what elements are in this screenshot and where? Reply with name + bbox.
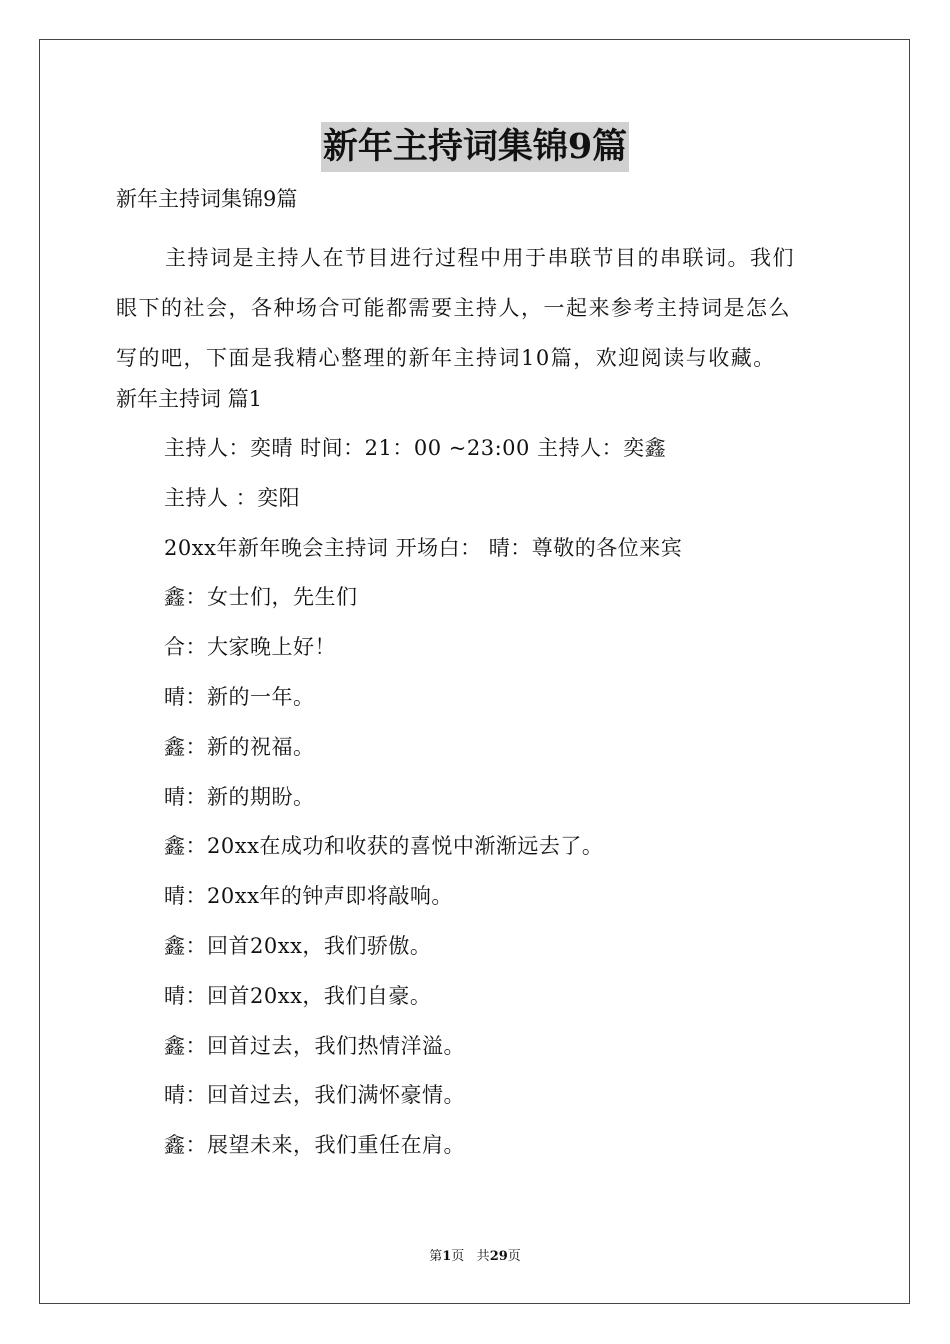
document-title: 新年主持词集锦9篇	[321, 122, 629, 172]
script-line: 晴：回首20xx，我们自豪。	[164, 983, 432, 1008]
script-line: 晴：回首过去，我们满怀豪情。	[164, 1083, 465, 1108]
script-line: 鑫：女士们，先生们	[164, 585, 358, 610]
section-heading: 新年主持词 篇1	[116, 387, 263, 411]
script-line: 主持人 ：奕阳	[164, 485, 301, 510]
script-line: 主持人：奕晴 时间：21：00 ~23:00 主持人：奕鑫	[164, 436, 667, 460]
script-lines	[164, 433, 682, 1180]
intro-line: 写的吧，下面是我精心整理的新年主持词10篇，欢迎阅读与收藏。	[116, 346, 776, 370]
page-prefix: 第	[429, 1249, 443, 1264]
document-subtitle: 新年主持词集锦9篇	[116, 187, 298, 211]
intro-line: 眼下的社会，各种场合可能都需要主持人，一起来参考主持词是怎么	[116, 296, 791, 320]
script-line: 鑫：20xx在成功和收获的喜悦中渐渐远去了。	[164, 834, 604, 859]
total-prefix: 共	[476, 1249, 490, 1264]
total-suffix: 页	[507, 1249, 521, 1264]
script-line: 20xx年新年晚会主持词 开场白： 晴：尊敬的各位来宾	[164, 535, 683, 560]
page-footer	[0, 1248, 950, 1266]
title-container	[0, 122, 950, 172]
total-pages: 29	[489, 1249, 508, 1264]
script-line: 鑫：回首过去，我们热情洋溢。	[164, 1033, 465, 1058]
script-line: 晴：20xx年的钟声即将敲响。	[164, 884, 453, 909]
intro-paragraph	[116, 233, 836, 383]
script-line: 鑫：展望未来，我们重任在肩。	[164, 1133, 465, 1158]
script-line: 鑫：回首20xx，我们骄傲。	[164, 933, 432, 958]
page-number: 1	[442, 1249, 452, 1264]
script-line: 合：大家晚上好！	[164, 635, 336, 660]
script-line: 晴：新的一年。	[164, 684, 315, 709]
page-suffix: 页	[451, 1249, 465, 1264]
intro-line: 主持词是主持人在节目进行过程中用于串联节目的串联词。我们	[165, 246, 795, 270]
script-line: 鑫：新的祝福。	[164, 734, 315, 759]
script-line: 晴：新的期盼。	[164, 784, 315, 809]
